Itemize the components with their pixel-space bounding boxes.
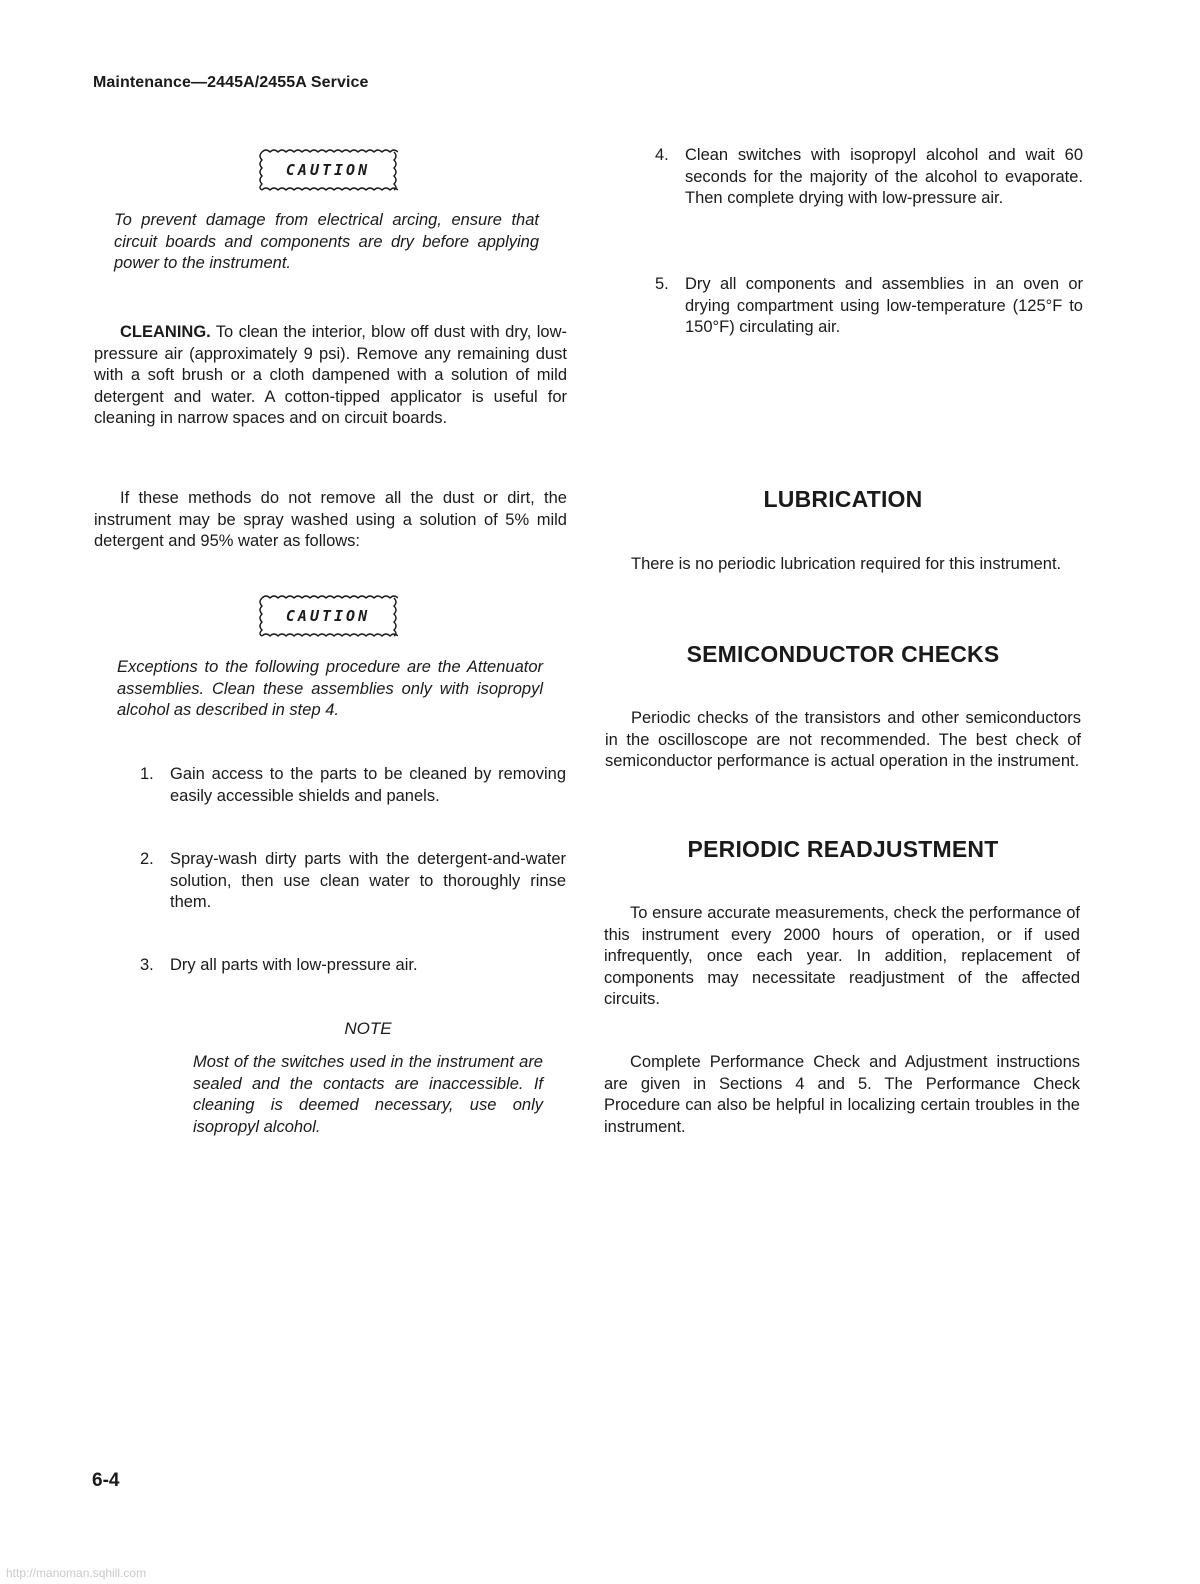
step-number: 5. bbox=[655, 275, 669, 293]
note-title: NOTE bbox=[344, 1019, 392, 1038]
step-text: Dry all parts with low-pressure air. bbox=[170, 956, 418, 974]
cleaning-text: To clean the interior, blow off dust with dry, low-pressure air (approximately 9 psi). Remove any remaining dust with a soft brush or a cloth dampened with a solution of mild detergent and water. A cotton-tipped applicator is useful for cleaning in narrow spaces and on circuit boards. bbox=[94, 323, 567, 427]
caution-text-1: To prevent damage from electrical arcing, ensure that circuit boards and components are dry before applying power to the instrument. bbox=[114, 211, 539, 272]
watermark-url: http://manoman.sqhill.com bbox=[6, 1566, 147, 1580]
step-text: Clean switches with isopropyl alcohol and wait 60 seconds for the majority of the alcohol to evaporate. Then complete drying with low-pressure air. bbox=[685, 146, 1083, 207]
cleaning-lead: CLEANING. bbox=[120, 323, 211, 341]
page-number: 6-4 bbox=[92, 1470, 120, 1491]
list-item bbox=[140, 849, 566, 914]
methods-paragraph: If these methods do not remove all the dust or dirt, the instrument may be spray washed using a solution of 5% mild detergent and 95% water as follows: bbox=[94, 489, 567, 550]
readjustment-paragraph-2: Complete Performance Check and Adjustment instructions are given in Sections 4 and 5. The Performance Check Procedure can also be helpful in localizing certain troubles in the instrument. bbox=[604, 1053, 1080, 1136]
semiconductor-paragraph: Periodic checks of the transistors and other semiconductors in the oscilloscope are not recommended. The best check of semiconductor performance is actual operation in the instrument. bbox=[605, 709, 1081, 770]
list-item bbox=[140, 955, 566, 977]
step-number: 2. bbox=[140, 850, 154, 868]
step-text: Gain access to the parts to be cleaned by removing easily accessible shields and panels. bbox=[170, 765, 566, 805]
readjustment-paragraph-1: To ensure accurate measurements, check the performance of this instrument every 2000 hours of operation, or if used infrequently, once each year. In addition, replacement of components may necessitate readjustment of the affected circuits. bbox=[604, 904, 1080, 1008]
list-item bbox=[655, 274, 1083, 339]
heading-lubrication: LUBRICATION bbox=[763, 486, 923, 512]
page-header: Maintenance—2445A/2455A Service bbox=[93, 74, 369, 91]
step-number: 1. bbox=[140, 765, 154, 783]
step-text: Spray-wash dirty parts with the detergent-and-water solution, then use clean water to thoroughly rinse them. bbox=[170, 850, 566, 911]
heading-semiconductor-checks: SEMICONDUCTOR CHECKS bbox=[686, 641, 1000, 667]
cleaning-paragraph bbox=[94, 322, 567, 430]
caution-box-2 bbox=[258, 592, 398, 640]
lubrication-paragraph: There is no periodic lubrication required for this instrument. bbox=[631, 555, 1062, 573]
step-text: Dry all components and assemblies in an oven or drying compartment using low-temperature (125°F to 150°F) circulating air. bbox=[685, 275, 1083, 336]
list-item bbox=[655, 145, 1083, 210]
list-item bbox=[140, 764, 566, 807]
step-number: 3. bbox=[140, 956, 154, 974]
caution-box-1 bbox=[258, 146, 398, 194]
note-text: Most of the switches used in the instrument are sealed and the contacts are inaccessible. If cleaning is deemed necessary, use only isopropyl alcohol. bbox=[193, 1053, 543, 1136]
caution-text-2: Exceptions to the following procedure are the Attenuator assemblies. Clean these assemblies only with isopropyl alcohol as described in step 4. bbox=[117, 658, 543, 719]
caution-label-1: CAUTION bbox=[285, 161, 371, 179]
caution-label-2: CAUTION bbox=[285, 607, 371, 625]
heading-periodic-readjustment: PERIODIC READJUSTMENT bbox=[687, 836, 999, 862]
step-number: 4. bbox=[655, 146, 669, 164]
